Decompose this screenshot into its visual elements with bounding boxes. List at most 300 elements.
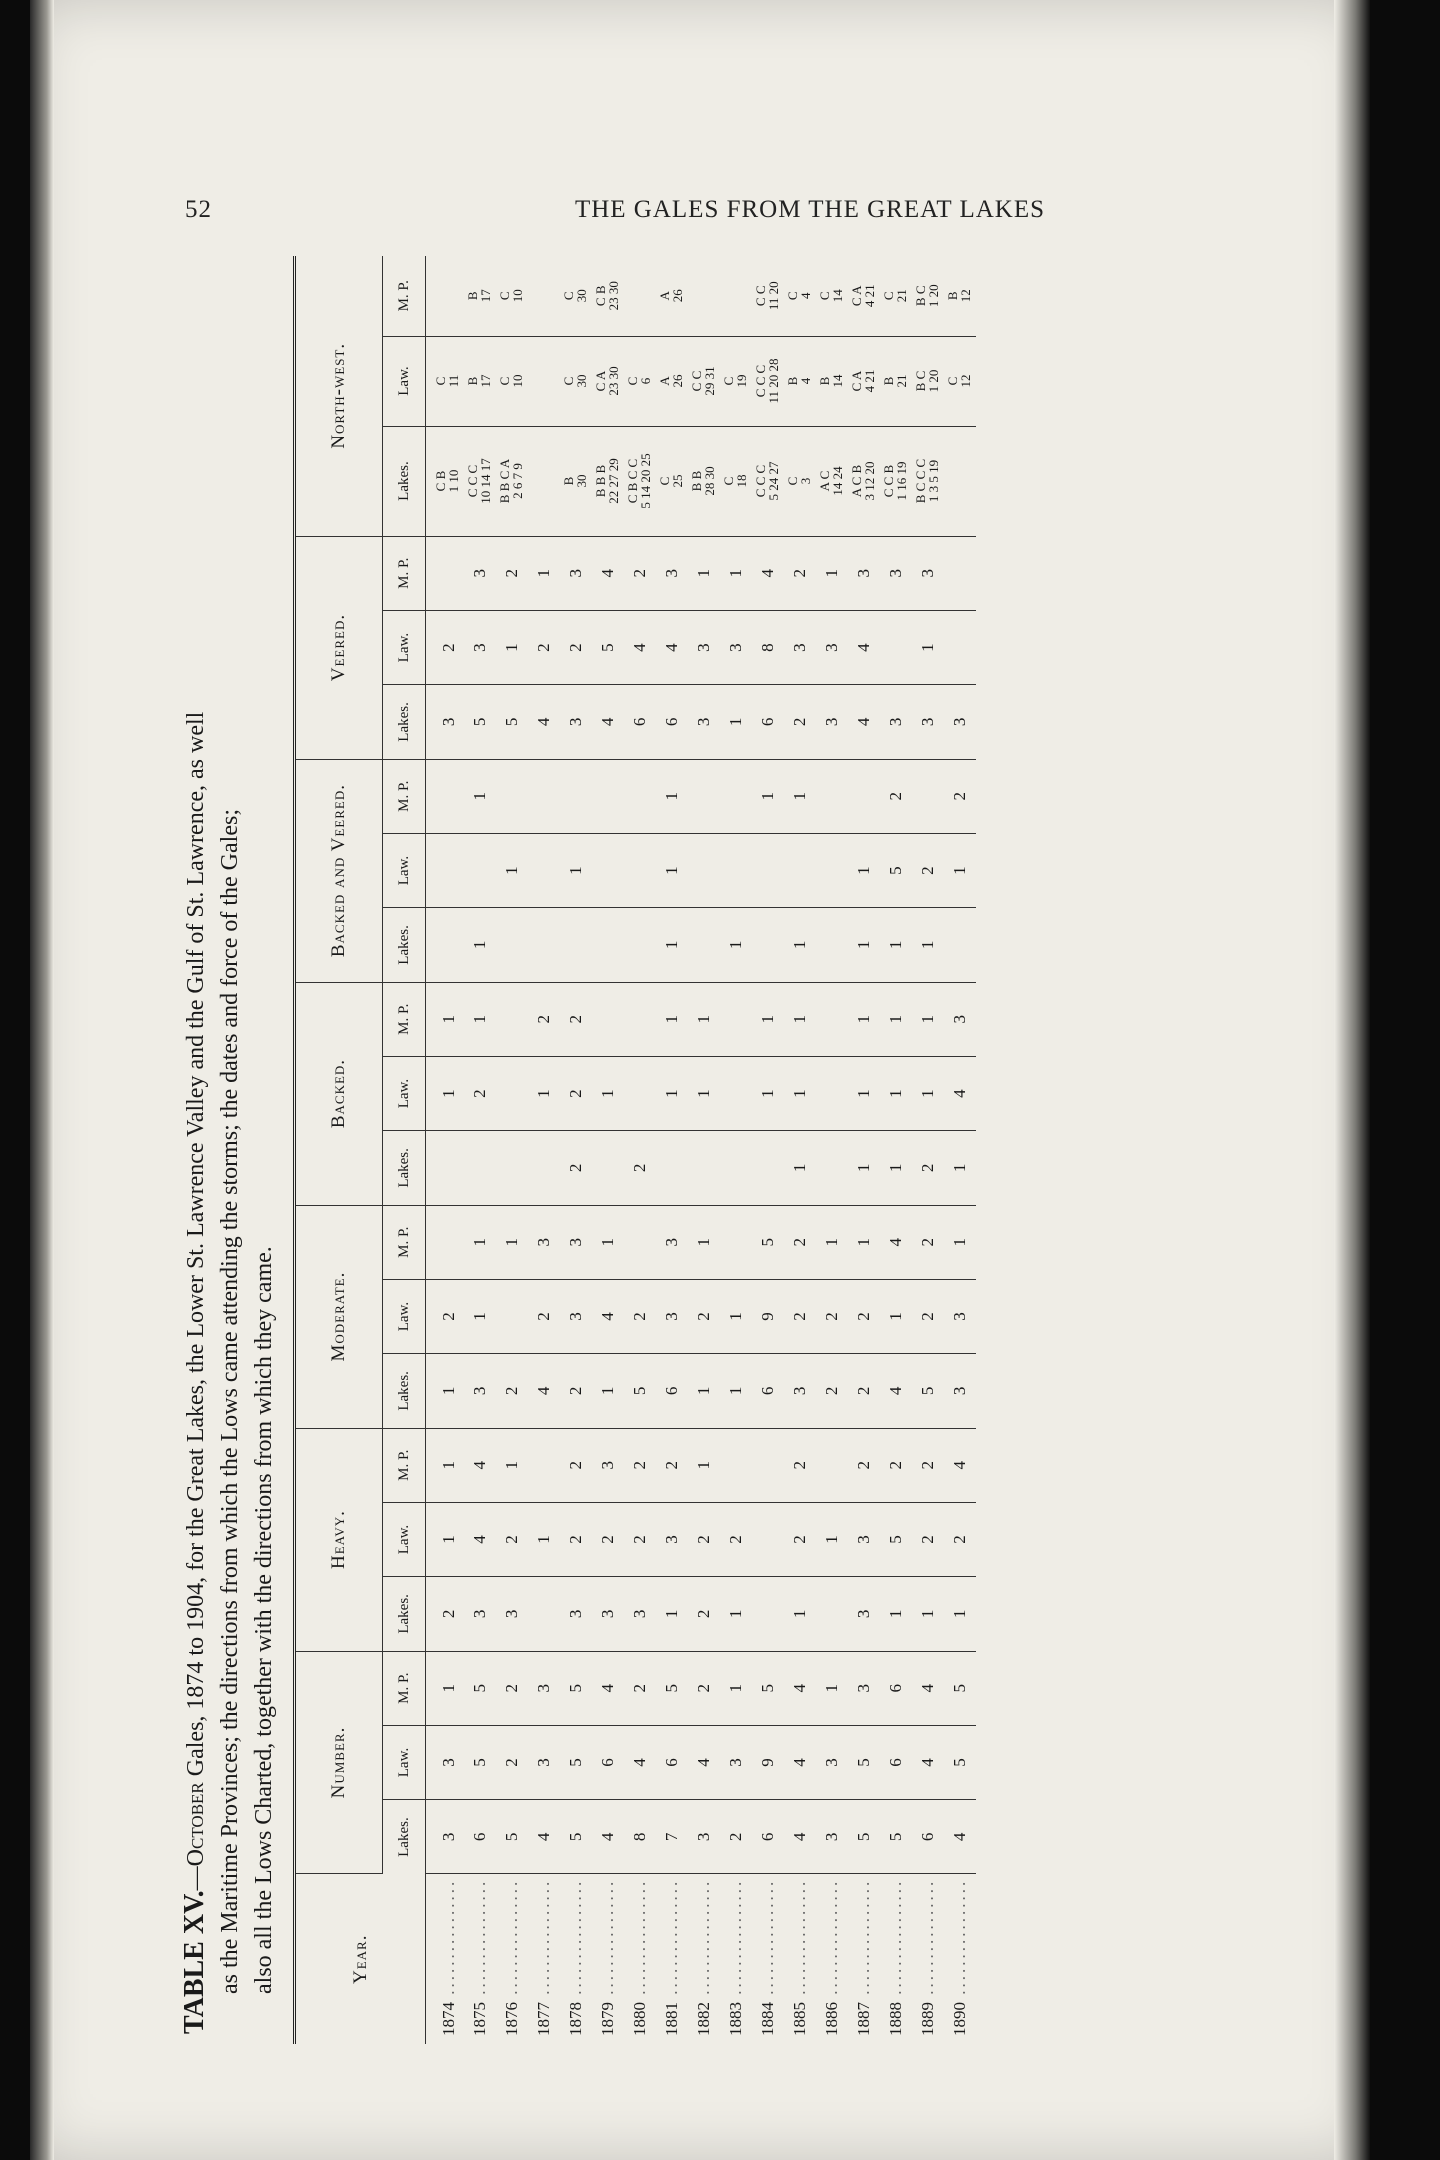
- veered-cell: 3: [656, 536, 688, 610]
- num-cell: 5: [880, 1800, 912, 1874]
- num-cell: 5: [848, 1800, 880, 1874]
- heavy-cell: [528, 1428, 560, 1502]
- table-row: [784, 256, 816, 2044]
- backed-cell: 1: [464, 982, 496, 1056]
- northwest-cell: C B C C 5 14 20 25: [624, 426, 656, 536]
- heavy-cell: 3: [592, 1577, 624, 1651]
- bv-cell: 1: [784, 759, 816, 833]
- num-cell: 6: [752, 1800, 784, 1874]
- table-row: [752, 256, 784, 2044]
- table-row: [464, 256, 496, 2044]
- backed-cell: [496, 1056, 528, 1130]
- northwest-group-header: North-west.: [296, 256, 383, 536]
- northwest-cell: B C C C 1 3 5 19: [912, 426, 944, 536]
- num-cell: 4: [784, 1800, 816, 1874]
- num-cell: 1: [720, 1651, 752, 1725]
- year-cell: 1875 .....: [464, 1874, 496, 2044]
- mod-cell: 2: [816, 1354, 848, 1428]
- mod-cell: 2: [624, 1279, 656, 1353]
- northwest-cell: C B 23 30: [592, 256, 624, 336]
- northwest-cell: A 26: [656, 336, 688, 426]
- mod-cell: 2: [848, 1279, 880, 1353]
- num-cell: 6: [880, 1651, 912, 1725]
- mod-cell: [720, 1205, 752, 1279]
- veered-cell: 2: [426, 610, 465, 684]
- veered-cell: 4: [848, 685, 880, 759]
- caption-line-2: as the Maritime Provinces; the directions from which the Lows came attending the storms; the dates and force of the Gales;: [217, 809, 243, 1994]
- num-cell: 5: [848, 1725, 880, 1799]
- northwest-cell: B 12: [944, 256, 976, 336]
- num-cell: 5: [752, 1651, 784, 1725]
- northwest-cell: C 10: [496, 256, 528, 336]
- northwest-cell: C C 11 20: [752, 256, 784, 336]
- mod-cell: 1: [464, 1279, 496, 1353]
- northwest-cell: B C 1 20: [912, 336, 944, 426]
- caption-line-1: Gales, 1874 to 1904, for the Great Lakes, the Lower St. Lawrence Valley and the Gulf of St. Lawrence, as well: [183, 711, 209, 1777]
- veered-cell: 3: [688, 610, 720, 684]
- northwest-cell: C C B 1 16 19: [880, 426, 912, 536]
- veered-cell: 2: [560, 610, 592, 684]
- heavy-cell: 1: [816, 1502, 848, 1576]
- northwest-cell: [426, 256, 465, 336]
- mod-cell: 2: [784, 1279, 816, 1353]
- heavy-cell: 4: [944, 1428, 976, 1502]
- northwest-cell: C C 29 31: [688, 336, 720, 426]
- bv-cell: 1: [784, 908, 816, 982]
- caption-lead: —October: [183, 1782, 209, 1891]
- northwest-cell: C C C 10 14 17: [464, 426, 496, 536]
- veered-lakes-subheader: Lakes.: [383, 685, 426, 759]
- table-row: [624, 256, 656, 2044]
- num-cell: 2: [496, 1725, 528, 1799]
- table-row: [496, 256, 528, 2044]
- bv-cell: [426, 908, 465, 982]
- backed-cell: [624, 982, 656, 1056]
- heavy-cell: 2: [426, 1577, 465, 1651]
- num-cell: 3: [816, 1800, 848, 1874]
- num-cell: 5: [560, 1800, 592, 1874]
- backed-cell: [720, 1131, 752, 1205]
- backed-cell: 1: [784, 1131, 816, 1205]
- num-cell: 4: [784, 1651, 816, 1725]
- heavy-cell: 2: [912, 1502, 944, 1576]
- backed-cell: [592, 982, 624, 1056]
- num-cell: 5: [496, 1800, 528, 1874]
- backed-cell: 1: [426, 982, 465, 1056]
- num-cell: 3: [688, 1800, 720, 1874]
- bv-cell: 1: [496, 833, 528, 907]
- bv-cell: [496, 908, 528, 982]
- bv-cell: [426, 759, 465, 833]
- bv-cell: 1: [752, 759, 784, 833]
- year-cell: 1887 .....: [848, 1874, 880, 2044]
- mod-cell: 1: [592, 1354, 624, 1428]
- bv-cell: [624, 833, 656, 907]
- backed-cell: 1: [944, 1131, 976, 1205]
- year-cell: 1885 .....: [784, 1874, 816, 2044]
- num-cell: 1: [426, 1651, 465, 1725]
- bv-cell: 1: [848, 908, 880, 982]
- bv-cell: [592, 759, 624, 833]
- veered-cell: 4: [624, 610, 656, 684]
- northwest-cell: C B 1 10: [426, 426, 465, 536]
- num-cell: 4: [912, 1725, 944, 1799]
- mod-cell: 1: [464, 1205, 496, 1279]
- heavy-lakes-subheader: Lakes.: [383, 1577, 426, 1651]
- bv-cell: 1: [720, 908, 752, 982]
- northwest-cell: A C 14 24: [816, 426, 848, 536]
- heavy-cell: [752, 1428, 784, 1502]
- num-cell: 2: [720, 1800, 752, 1874]
- heavy-cell: [720, 1428, 752, 1502]
- veered-cell: 5: [592, 610, 624, 684]
- veered-cell: 6: [656, 685, 688, 759]
- rotated-content: [170, 250, 1300, 2050]
- heavy-cell: 1: [656, 1577, 688, 1651]
- veered-cell: 4: [528, 685, 560, 759]
- bv-cell: [624, 908, 656, 982]
- veered-group-header: Veered.: [296, 536, 383, 759]
- northwest-cell: C C C 5 24 27: [752, 426, 784, 536]
- heavy-cell: 2: [592, 1502, 624, 1576]
- mod-cell: [426, 1205, 465, 1279]
- backed-cell: 1: [912, 1056, 944, 1130]
- running-header: [185, 196, 1285, 236]
- backed-veered-group-header: Backed and Veered.: [296, 759, 383, 982]
- backed-cell: 2: [560, 1056, 592, 1130]
- veered-law-subheader: Law.: [383, 610, 426, 684]
- bv-cell: [784, 833, 816, 907]
- year-cell: 1881 .....: [656, 1874, 688, 2044]
- table-label: TABLE XV.: [179, 1890, 210, 2034]
- bv-cell: 1: [464, 908, 496, 982]
- bv-cell: [752, 833, 784, 907]
- bv-cell: [720, 759, 752, 833]
- year-cell: 1884 .....: [752, 1874, 784, 2044]
- veered-cell: 2: [784, 685, 816, 759]
- heavy-cell: 2: [784, 1428, 816, 1502]
- veered-cell: 3: [560, 685, 592, 759]
- heavy-cell: 1: [496, 1428, 528, 1502]
- heavy-cell: 2: [688, 1577, 720, 1651]
- heavy-cell: 1: [944, 1577, 976, 1651]
- num-cell: 2: [496, 1651, 528, 1725]
- veered-cell: 2: [784, 536, 816, 610]
- heavy-cell: 3: [624, 1577, 656, 1651]
- heavy-cell: 2: [880, 1428, 912, 1502]
- num-cell: 9: [752, 1725, 784, 1799]
- backed-cell: [816, 1056, 848, 1130]
- year-cell: 1876 .....: [496, 1874, 528, 2044]
- mod-cell: 1: [848, 1205, 880, 1279]
- year-cell: 1889 .....: [912, 1874, 944, 2044]
- northwest-cell: [528, 336, 560, 426]
- year-cell: 1880 .....: [624, 1874, 656, 2044]
- veered-cell: 3: [464, 610, 496, 684]
- northwest-cell: B 17: [464, 256, 496, 336]
- year-cell: 1874 .....: [426, 1874, 465, 2044]
- northwest-cell: [528, 256, 560, 336]
- veered-cell: 3: [784, 610, 816, 684]
- northwest-cell: A C B 3 12 20: [848, 426, 880, 536]
- bv-cell: [528, 908, 560, 982]
- veered-cell: 8: [752, 610, 784, 684]
- rotated-table-area: [170, 250, 1300, 2050]
- mod-cell: 2: [912, 1205, 944, 1279]
- year-cell: 1890 .....: [944, 1874, 976, 2044]
- mod-cell: 2: [848, 1354, 880, 1428]
- mod-cell: 3: [656, 1279, 688, 1353]
- num-cell: 7: [656, 1800, 688, 1874]
- mod-cell: 2: [560, 1354, 592, 1428]
- backed-cell: 1: [880, 1056, 912, 1130]
- veered-cell: [944, 536, 976, 610]
- veered-cell: 2: [528, 610, 560, 684]
- heavy-cell: 2: [624, 1428, 656, 1502]
- heavy-cell: 1: [426, 1428, 465, 1502]
- table-row: [912, 256, 944, 2044]
- veered-cell: 3: [848, 536, 880, 610]
- gales-table: [296, 256, 976, 2044]
- table-row: [880, 256, 912, 2044]
- northwest-cell: B 4: [784, 336, 816, 426]
- backed-cell: 2: [560, 982, 592, 1056]
- backed-cell: 2: [560, 1131, 592, 1205]
- veered-cell: 2: [496, 536, 528, 610]
- year-cell: 1882 .....: [688, 1874, 720, 2044]
- year-cell: 1888 .....: [880, 1874, 912, 2044]
- backed-cell: [752, 1131, 784, 1205]
- heavy-cell: 3: [848, 1502, 880, 1576]
- veered-cell: 6: [752, 685, 784, 759]
- northwest-cell: B B B 22 27 29: [592, 426, 624, 536]
- mod-cell: 3: [560, 1205, 592, 1279]
- northwest-cell: [528, 426, 560, 536]
- northwest-cell: [720, 256, 752, 336]
- backed-lakes-subheader: Lakes.: [383, 1131, 426, 1205]
- veered-cell: 3: [912, 685, 944, 759]
- veered-cell: 3: [816, 610, 848, 684]
- northwest-cell: C 12: [944, 336, 976, 426]
- year-cell: 1886 .....: [816, 1874, 848, 2044]
- heavy-cell: 2: [848, 1428, 880, 1502]
- heavy-cell: 2: [624, 1502, 656, 1576]
- mod-cell: 3: [464, 1354, 496, 1428]
- mod-cell: [624, 1205, 656, 1279]
- backed-cell: 1: [848, 982, 880, 1056]
- num-cell: 3: [528, 1651, 560, 1725]
- veered-cell: 3: [944, 685, 976, 759]
- veered-cell: 6: [624, 685, 656, 759]
- mod-cell: 4: [528, 1354, 560, 1428]
- mod-cell: [496, 1279, 528, 1353]
- northwest-cell: [688, 256, 720, 336]
- veered-cell: 3: [426, 685, 465, 759]
- mod-cell: 3: [560, 1279, 592, 1353]
- heavy-cell: 4: [464, 1428, 496, 1502]
- moderate-lakes-subheader: Lakes.: [383, 1354, 426, 1428]
- northwest-cell: B 14: [816, 336, 848, 426]
- mod-cell: 2: [816, 1279, 848, 1353]
- veered-cell: 2: [624, 536, 656, 610]
- northwest-cell: B 30: [560, 426, 592, 536]
- heavy-cell: 2: [912, 1428, 944, 1502]
- heavy-cell: 3: [560, 1577, 592, 1651]
- bv-cell: [496, 759, 528, 833]
- veered-cell: 5: [464, 685, 496, 759]
- veered-cell: 1: [816, 536, 848, 610]
- page-edge-shadow: [1334, 0, 1370, 2160]
- num-cell: 4: [784, 1725, 816, 1799]
- veered-cell: 1: [720, 685, 752, 759]
- number-law-subheader: Law.: [383, 1725, 426, 1799]
- northwest-cell: C 21: [880, 256, 912, 336]
- num-cell: 4: [592, 1651, 624, 1725]
- backed-cell: [496, 1131, 528, 1205]
- bv-cell: [560, 759, 592, 833]
- mod-cell: 9: [752, 1279, 784, 1353]
- scanned-page: [30, 0, 1370, 2160]
- veered-cell: 4: [848, 610, 880, 684]
- backed-cell: 1: [784, 1056, 816, 1130]
- backed-cell: [816, 982, 848, 1056]
- backed-cell: 1: [426, 1056, 465, 1130]
- veered-cell: 3: [912, 536, 944, 610]
- backed-cell: 1: [848, 1131, 880, 1205]
- backed-cell: 1: [656, 1056, 688, 1130]
- mod-cell: 5: [912, 1354, 944, 1428]
- heavy-cell: 2: [688, 1502, 720, 1576]
- mod-cell: 3: [944, 1354, 976, 1428]
- table-row: [720, 256, 752, 2044]
- heavy-cell: 3: [592, 1428, 624, 1502]
- num-cell: 3: [816, 1725, 848, 1799]
- backed-cell: 2: [464, 1056, 496, 1130]
- heavy-cell: 3: [464, 1577, 496, 1651]
- northwest-cell: C 3: [784, 426, 816, 536]
- bv-cell: 1: [912, 908, 944, 982]
- number-lakes-subheader: Lakes.: [383, 1800, 426, 1874]
- veered-cell: 1: [912, 610, 944, 684]
- page-number: 52: [185, 196, 212, 223]
- veered-cell: 3: [688, 685, 720, 759]
- bv-cell: 1: [656, 833, 688, 907]
- bv-cell: 2: [880, 759, 912, 833]
- veered-cell: 4: [656, 610, 688, 684]
- heavy-cell: [752, 1577, 784, 1651]
- northwest-law-subheader: Law.: [383, 336, 426, 426]
- table-sub-header: [383, 256, 426, 2044]
- table-row: [848, 256, 880, 2044]
- bv-cell: 1: [656, 759, 688, 833]
- northwest-cell: [624, 256, 656, 336]
- mod-cell: 6: [656, 1354, 688, 1428]
- table-row: [592, 256, 624, 2044]
- mod-cell: 1: [426, 1354, 465, 1428]
- heavy-cell: 4: [464, 1502, 496, 1576]
- mod-cell: 3: [784, 1354, 816, 1428]
- mod-cell: 2: [784, 1205, 816, 1279]
- mod-cell: 5: [624, 1354, 656, 1428]
- heavy-cell: 5: [880, 1502, 912, 1576]
- veered-cell: 3: [720, 610, 752, 684]
- veered-cell: 4: [752, 536, 784, 610]
- mod-cell: 4: [880, 1354, 912, 1428]
- northwest-cell: C A 23 30: [592, 336, 624, 426]
- bv-cell: [848, 759, 880, 833]
- heavy-cell: 2: [784, 1502, 816, 1576]
- year-cell: 1877 .....: [528, 1874, 560, 2044]
- heavy-cell: 1: [426, 1502, 465, 1576]
- northwest-cell: C C C 11 20 28: [752, 336, 784, 426]
- bv-cell: [624, 759, 656, 833]
- num-cell: 6: [880, 1725, 912, 1799]
- backed-cell: [464, 1131, 496, 1205]
- mod-cell: 1: [592, 1205, 624, 1279]
- backed-cell: 1: [592, 1056, 624, 1130]
- northwest-cell: C 11: [426, 336, 465, 426]
- num-cell: 5: [944, 1651, 976, 1725]
- number-mp-subheader: M. P.: [383, 1651, 426, 1725]
- backed-cell: 2: [912, 1131, 944, 1205]
- veered-cell: 5: [496, 685, 528, 759]
- heavy-cell: [752, 1502, 784, 1576]
- bv-cell: 2: [912, 833, 944, 907]
- backed-cell: 1: [688, 1056, 720, 1130]
- heavy-cell: [816, 1577, 848, 1651]
- mod-cell: 2: [426, 1279, 465, 1353]
- backed-cell: [528, 1131, 560, 1205]
- moderate-mp-subheader: M. P.: [383, 1205, 426, 1279]
- veered-cell: 3: [464, 536, 496, 610]
- backed-cell: 1: [752, 1056, 784, 1130]
- num-cell: 5: [464, 1725, 496, 1799]
- table-row: [944, 256, 976, 2044]
- backed-cell: [426, 1131, 465, 1205]
- bv-cell: 1: [656, 908, 688, 982]
- bv-cell: [816, 908, 848, 982]
- heavy-cell: 3: [848, 1577, 880, 1651]
- backed-cell: 1: [688, 982, 720, 1056]
- mod-cell: 1: [944, 1205, 976, 1279]
- northwest-cell: C A 4 21: [848, 336, 880, 426]
- heavy-cell: 2: [496, 1502, 528, 1576]
- backed-cell: [720, 1056, 752, 1130]
- heavy-cell: 2: [944, 1502, 976, 1576]
- backed-cell: 2: [624, 1131, 656, 1205]
- backed-cell: 1: [528, 1056, 560, 1130]
- bv-cell: 1: [560, 833, 592, 907]
- backed-cell: 1: [912, 982, 944, 1056]
- bv-cell: [688, 759, 720, 833]
- mod-cell: 2: [912, 1279, 944, 1353]
- heavy-cell: 1: [784, 1577, 816, 1651]
- northwest-cell: C 18: [720, 426, 752, 536]
- backed-cell: 1: [880, 982, 912, 1056]
- northwest-cell: C 14: [816, 256, 848, 336]
- heavy-cell: 3: [656, 1502, 688, 1576]
- northwest-cell: A 26: [656, 256, 688, 336]
- bv-cell: [426, 833, 465, 907]
- heavy-law-subheader: Law.: [383, 1502, 426, 1576]
- bv-cell: [528, 759, 560, 833]
- backed-group-header: Backed.: [296, 982, 383, 1205]
- num-cell: 6: [592, 1725, 624, 1799]
- bv-cell: [528, 833, 560, 907]
- veered-cell: 4: [592, 685, 624, 759]
- northwest-cell: C 19: [720, 336, 752, 426]
- backed-cell: 2: [528, 982, 560, 1056]
